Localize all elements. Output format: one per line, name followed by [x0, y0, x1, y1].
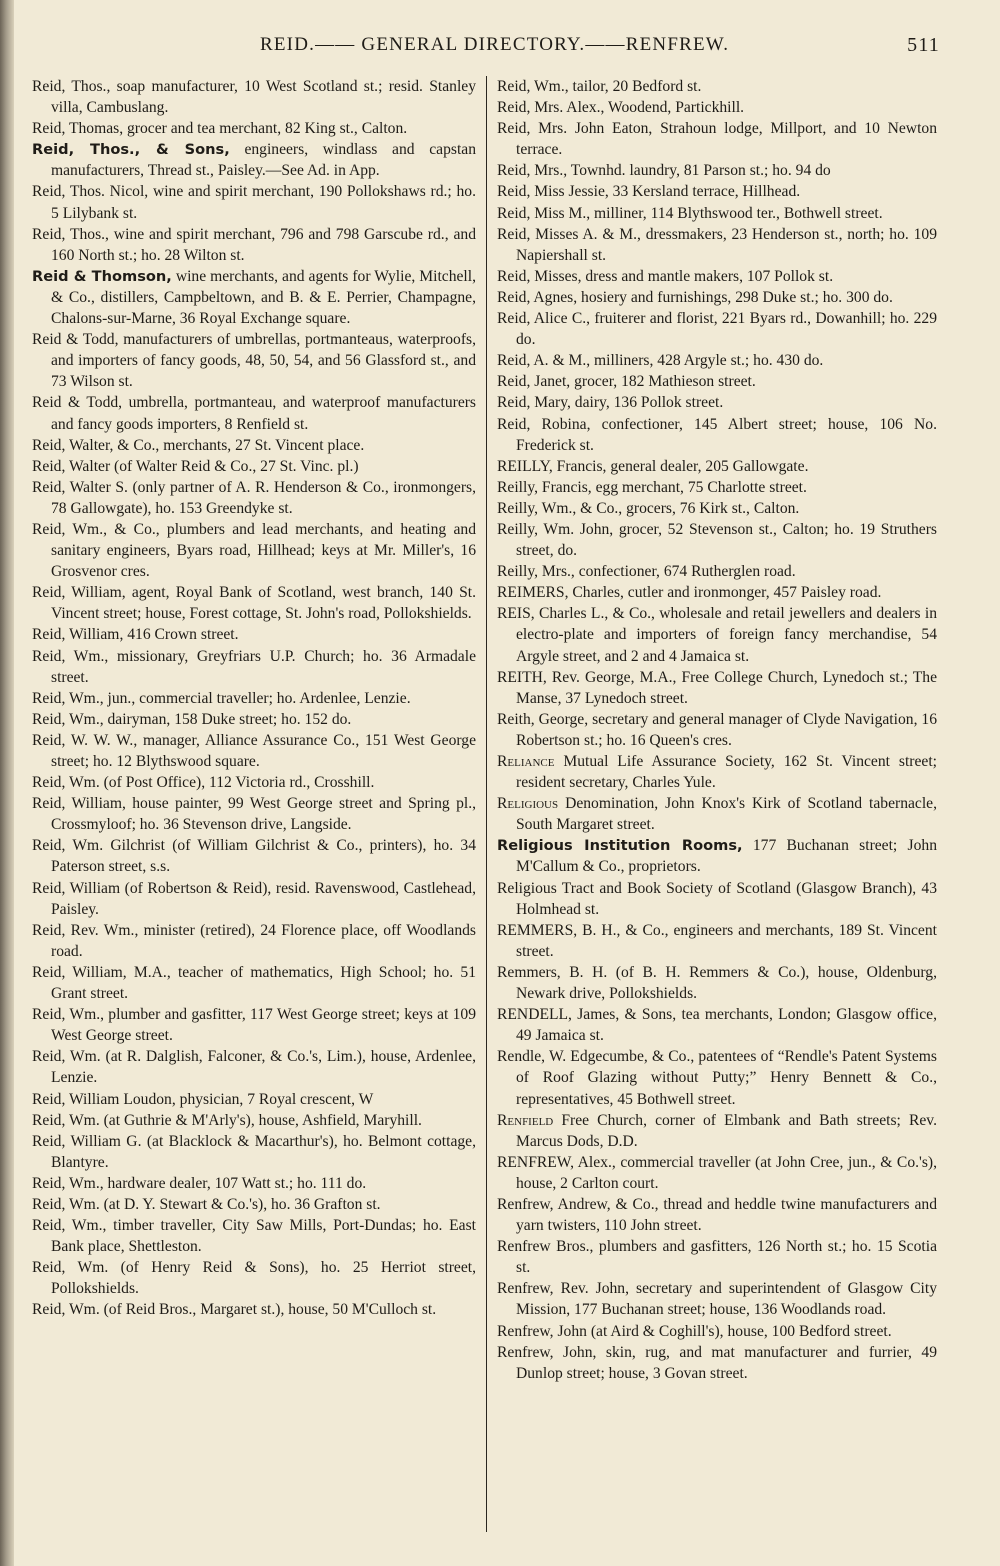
entry-text: Reid, Thomas, grocer and tea merchant, 82 King st., Calton.: [32, 120, 408, 138]
directory-entry: [497, 1278, 937, 1320]
entry-text: Reid, Janet, grocer, 182 Mathieson street.: [497, 373, 756, 391]
entry-text: Reid, William, 416 Crown street.: [32, 626, 239, 644]
directory-entry: [497, 1194, 937, 1236]
directory-entry: [32, 181, 476, 223]
entry-text: engineers, windlass and capstan manufacturers, Thread st., Paisley.—See Ad. in App.: [51, 141, 477, 180]
directory-entry: [32, 392, 476, 434]
directory-entry: [497, 181, 937, 202]
directory-entry: [497, 498, 937, 519]
entry-text: Renfrew, John (at Aird & Coghill's), house, 100 Bedford street.: [497, 1322, 892, 1340]
directory-entry: [32, 1004, 476, 1046]
directory-entry: [32, 1046, 476, 1088]
entry-text: Reid, William (of Robertson & Reid), resid. Ravenswood, Castlehead, Paisley.: [32, 879, 476, 918]
entry-text: Reid & Todd, umbrella, portmanteau, and waterproof manufacturers and fancy goods importers, 8 Renfield st.: [32, 394, 476, 433]
entry-text: Reid, Misses A. & M., dressmakers, 23 Henderson st., north; ho. 109 Napiershall st.: [497, 225, 937, 264]
entry-text: REIMERS, Charles, cutler and ironmonger, 457 Paisley road.: [497, 584, 882, 602]
entry-text: wine merchants, and agents for Wylie, Mitchell, & Co., distillers, Campbeltown, and B. & E. Perrier, Champagne, Chalons-sur-Marne, 36 Royal Exchange square.: [51, 267, 476, 328]
entry-text: Reilly, Wm. John, grocer, 52 Stevenson st., Calton; ho. 19 Struthers street, do.: [497, 520, 937, 560]
entry-text: Reid, Walter S. (only partner of A. R. Henderson & Co., ironmongers, 78 Gallowgate), ho. 153 Greendyke st.: [32, 478, 476, 517]
directory-entry: [32, 329, 476, 392]
entry-text: Reid, A. & M., milliners, 428 Argyle st.; ho. 430 do.: [497, 352, 824, 370]
book-binding-edge: [0, 0, 14, 1566]
entry-text: Rendle, W. Edgecumbe, & Co., patentees of “Rendle's Patent Systems of Roof Glazing without Putty;” Henry Bennett & Co., representatives, 45 Bothwell street.: [497, 1048, 937, 1108]
directory-entry: [32, 624, 476, 645]
entry-text: Reid, Miss Jessie, 33 Kersland terrace, Hillhead.: [497, 183, 801, 201]
entry-text: Reid, Wm., hardware dealer, 107 Watt st.; ho. 111 do.: [32, 1174, 367, 1192]
directory-entry: [497, 1342, 937, 1384]
directory-entry: [497, 793, 937, 835]
entry-text: Reid, Wm., timber traveller, City Saw Mills, Port-Dundas; ho. East Bank place, Shettleston.: [32, 1217, 476, 1256]
entry-text: Reid, Thos., soap manufacturer, 10 West Scotland st.; resid. Stanley villa, Cambuslang.: [32, 78, 476, 117]
entry-text: RENDELL, James, & Sons, tea merchants, London; Glasgow office, 49 Jamaica st.: [497, 1006, 937, 1045]
entry-text: Reid & Todd, manufacturers of umbrellas, portmanteaus, waterproofs, and importers of fancy goods, 48, 50, 54, and 56 Glassford st., and 73 Wilson st.: [32, 331, 476, 391]
directory-entry: [32, 962, 476, 1004]
entry-text: REILLY, Francis, general dealer, 205 Gallowgate.: [497, 457, 809, 475]
entry-text: REIS, Charles L., & Co., wholesale and retail jewellers and dealers in electro-plate and importers of foreign fancy merchandise, 54 Argyle street, and 2 and 4 Jamaica st.: [497, 605, 937, 665]
entry-text: Reid, Wm., dairyman, 158 Duke street; ho. 152 do.: [32, 710, 352, 728]
directory-entry: [497, 456, 937, 477]
entry-text: Reid, Robina, confectioner, 145 Albert street; house, 106 No. Frederick st.: [497, 415, 937, 454]
entry-text: Reid, Wm. Gilchrist (of William Gilchrist & Co., printers), ho. 34 Paterson street, s.s.: [32, 837, 476, 876]
directory-entry: [32, 1131, 476, 1173]
directory-entry: [497, 920, 937, 962]
entry-text: Reid, William, house painter, 99 West George street and Spring pl., Crossmyloof; ho. 36 Stevenson drive, Langside.: [32, 795, 476, 834]
entry-text: Reid, Walter, & Co., merchants, 27 St. Vincent place.: [32, 436, 365, 454]
directory-entry: [497, 414, 937, 456]
directory-entry: [32, 878, 476, 920]
directory-entry: [32, 920, 476, 962]
entry-text: Reilly, Francis, egg merchant, 75 Charlotte street.: [497, 478, 807, 496]
entry-text: Reid, Wm., plumber and gasfitter, 117 West George street; keys at 109 West George street.: [32, 1006, 476, 1045]
entry-text: Reid, Mrs. John Eaton, Strahoun lodge, Millport, and 10 Newton terrace.: [497, 120, 937, 159]
directory-entry: [497, 561, 937, 582]
directory-entry: [32, 835, 476, 877]
directory-entry: [32, 118, 476, 139]
entry-text: Reid, Mary, dairy, 136 Pollok street.: [497, 394, 724, 412]
directory-entry: [32, 582, 476, 624]
directory-entry: [32, 1089, 476, 1110]
entry-text: Reid, Wm. (at Guthrie & M'Arly's), house, Ashfield, Maryhill.: [32, 1111, 422, 1129]
entry-text: Reid, Alice C., fruiterer and florist, 221 Byars rd., Dowanhill; ho. 229 do.: [497, 310, 937, 349]
entry-text: Reid, William, agent, Royal Bank of Scotland, west branch, 140 St. Vincent street; house, Forest cottage, St. John's road, Pollokshields.: [32, 584, 476, 623]
entry-text: Denomination, John Knox's Kirk of Scotland tabernacle, South Margaret street.: [516, 795, 937, 834]
directory-entry: [497, 224, 937, 266]
entry-text: Remmers, B. H. (of B. H. Remmers & Co.), house, Oldenburg, Newark drive, Pollokshields.: [497, 963, 937, 1003]
entry-bold-name: Reid, Thos., & Sons,: [32, 141, 230, 159]
entry-text: Renfrew Bros., plumbers and gasfitters, 126 North st.; ho. 15 Scotia st.: [497, 1238, 937, 1277]
directory-entry: [32, 772, 476, 793]
entry-text: Reid, Walter (of Walter Reid & Co., 27 St. Vinc. pl.): [32, 457, 359, 475]
entry-text: Reilly, Wm., & Co., grocers, 76 Kirk st., Calton.: [497, 499, 800, 517]
entry-text: Reid, Misses, dress and mantle makers, 107 Pollok st.: [497, 267, 834, 285]
entry-text: Reid, Miss M., milliner, 114 Blythswood ter., Bothwell street.: [497, 204, 883, 222]
directory-entry: [32, 139, 476, 181]
directory-entry: [32, 456, 476, 477]
entry-text: Reid, Wm. (of Reid Bros., Margaret st.), house, 50 M'Culloch st.: [32, 1301, 437, 1319]
directory-entry: [497, 118, 937, 160]
entry-smallcaps-name: Renfield: [497, 1111, 554, 1129]
entry-text: Reid, Wm., tailor, 20 Bedford st.: [497, 78, 702, 95]
directory-entry: [497, 392, 937, 413]
entry-text: 177 Buchanan street; John M'Callum & Co., proprietors.: [516, 837, 938, 876]
entry-text: Reid, Wm., & Co., plumbers and lead merchants, and heating and sanitary engineers, Byars road, Hillhead; keys at Mr. Miller's, 16 Grosvenor cres.: [32, 520, 476, 581]
entry-text: Reid, Wm. (of Henry Reid & Sons), ho. 25 Herriot street, Pollokshields.: [32, 1259, 476, 1298]
directory-entry: [32, 266, 476, 329]
entry-text: Reid, William Loudon, physician, 7 Royal crescent, W: [32, 1090, 374, 1108]
directory-entry: [497, 160, 937, 181]
directory-entry: [497, 1004, 937, 1046]
directory-entry: [497, 603, 937, 666]
directory-entry: [32, 224, 476, 266]
entry-bold-name: Religious Institution Rooms,: [497, 837, 743, 855]
entry-text: REITH, Rev. George, M.A., Free College Church, Lynedoch st.; The Manse, 37 Lynedoch street.: [497, 668, 937, 707]
directory-entry: [497, 1110, 937, 1152]
directory-entry: [497, 76, 937, 97]
page-number: 511: [907, 34, 940, 56]
page-header: [260, 34, 940, 60]
entry-text: Reid, Mrs. Alex., Woodend, Partickhill.: [497, 99, 745, 117]
entry-text: Mutual Life Assurance Society, 162 St. Vincent street; resident secretary, Charles Yule.: [516, 753, 937, 792]
entry-text: Religious Tract and Book Society of Scotland (Glasgow Branch), 43 Holmhead st.: [497, 879, 937, 918]
entry-text: Reid, Wm., missionary, Greyfriars U.P. Church; ho. 36 Armadale street.: [32, 647, 476, 686]
directory-entry: [497, 477, 937, 498]
directory-entry: [32, 730, 476, 772]
directory-entry: [497, 582, 937, 603]
directory-entry: [497, 203, 937, 224]
directory-entry: [32, 1194, 476, 1215]
directory-entry: [32, 1110, 476, 1131]
entry-text: Reilly, Mrs., confectioner, 674 Rutherglen road.: [497, 563, 796, 581]
left-column: [32, 76, 476, 1321]
directory-entry: [497, 287, 937, 308]
directory-entry: [497, 962, 937, 1004]
entry-smallcaps-name: Religious: [497, 795, 559, 813]
directory-entry: [497, 97, 937, 118]
entry-text: REMMERS, B. H., & Co., engineers and merchants, 189 St. Vincent street.: [497, 921, 937, 960]
directory-entry: [32, 688, 476, 709]
directory-entry: [497, 835, 937, 877]
entry-text: Reid, Mrs., Townhd. laundry, 81 Parson st.; ho. 94 do: [497, 162, 831, 180]
entry-text: Reid, Wm. (at R. Dalglish, Falconer, & Co.'s, Lim.), house, Ardenlee, Lenzie.: [32, 1048, 476, 1087]
directory-entry: [497, 709, 937, 751]
entry-text: Reid, Wm. (of Post Office), 112 Victoria rd., Crosshill.: [32, 774, 375, 792]
entry-text: Reid, Rev. Wm., minister (retired), 24 Florence place, off Woodlands road.: [32, 921, 476, 960]
column-divider: [486, 76, 487, 1532]
directory-entry: [32, 709, 476, 730]
entry-text: Reid, W. W. W., manager, Alliance Assurance Co., 151 West George street; ho. 12 Blythswood square.: [32, 731, 476, 770]
entry-text: Reith, George, secretary and general manager of Clyde Navigation, 16 Robertson st.; ho. 16 Queen's cres.: [497, 710, 937, 749]
entry-text: Reid, Wm. (at D. Y. Stewart & Co.'s), ho. 36 Grafton st.: [32, 1195, 381, 1213]
directory-entry: [32, 1257, 476, 1299]
directory-entry: [32, 76, 476, 118]
entry-text: Reid, Agnes, hosiery and furnishings, 298 Duke st.; ho. 300 do.: [497, 288, 893, 306]
directory-entry: [497, 1046, 937, 1109]
entry-text: Reid, William, M.A., teacher of mathematics, High School; ho. 51 Grant street.: [32, 963, 476, 1003]
directory-entry: [32, 519, 476, 582]
entry-text: RENFREW, Alex., commercial traveller (at John Cree, jun., & Co.'s), house, 2 Carlton court.: [497, 1153, 937, 1192]
directory-entry: [32, 1299, 476, 1320]
directory-entry: [497, 1152, 937, 1194]
directory-entry: [497, 667, 937, 709]
entry-text: Renfrew, Rev. John, secretary and superintendent of Glasgow City Mission, 177 Buchanan street; house, 136 Woodlands road.: [497, 1280, 937, 1319]
directory-entry: [32, 477, 476, 519]
entry-smallcaps-name: Reliance: [497, 753, 555, 770]
directory-entry: [32, 646, 476, 688]
directory-entry: [497, 519, 937, 561]
directory-entry: [32, 793, 476, 835]
running-title: REID.—— GENERAL DIRECTORY.——RENFREW.: [260, 34, 730, 55]
entry-text: Free Church, corner of Elmbank and Bath streets; Rev. Marcus Dods, D.D.: [516, 1111, 937, 1150]
directory-entry: [497, 266, 937, 287]
directory-entry: [32, 1215, 476, 1257]
directory-entry: [497, 1236, 937, 1278]
entry-bold-name: Reid & Thomson,: [32, 267, 172, 285]
directory-entry: [497, 308, 937, 350]
directory-entry: [497, 371, 937, 392]
directory-entry: [32, 435, 476, 456]
directory-entry: [497, 1321, 937, 1342]
directory-entry: [32, 1173, 476, 1194]
directory-entry: [497, 350, 937, 371]
entry-text: Reid, William G. (at Blacklock & Macarthur's), ho. Belmont cottage, Blantyre.: [32, 1132, 476, 1171]
directory-entry: [497, 878, 937, 920]
directory-entry: [497, 751, 937, 793]
entry-text: Reid, Thos. Nicol, wine and spirit merchant, 190 Pollokshaws rd.; ho. 5 Lilybank st.: [32, 183, 476, 222]
entry-text: Reid, Thos., wine and spirit merchant, 796 and 798 Garscube rd., and 160 North st.; ho. 28 Wilton st.: [32, 225, 476, 264]
entry-text: Reid, Wm., jun., commercial traveller; ho. Ardenlee, Lenzie.: [32, 689, 411, 707]
right-column: [497, 76, 937, 1384]
entry-text: Renfrew, John, skin, rug, and mat manufacturer and furrier, 49 Dunlop street; house, 3 Govan street.: [497, 1343, 937, 1382]
entry-text: Renfrew, Andrew, & Co., thread and heddle twine manufacturers and yarn twisters, 110 John street.: [497, 1195, 937, 1235]
